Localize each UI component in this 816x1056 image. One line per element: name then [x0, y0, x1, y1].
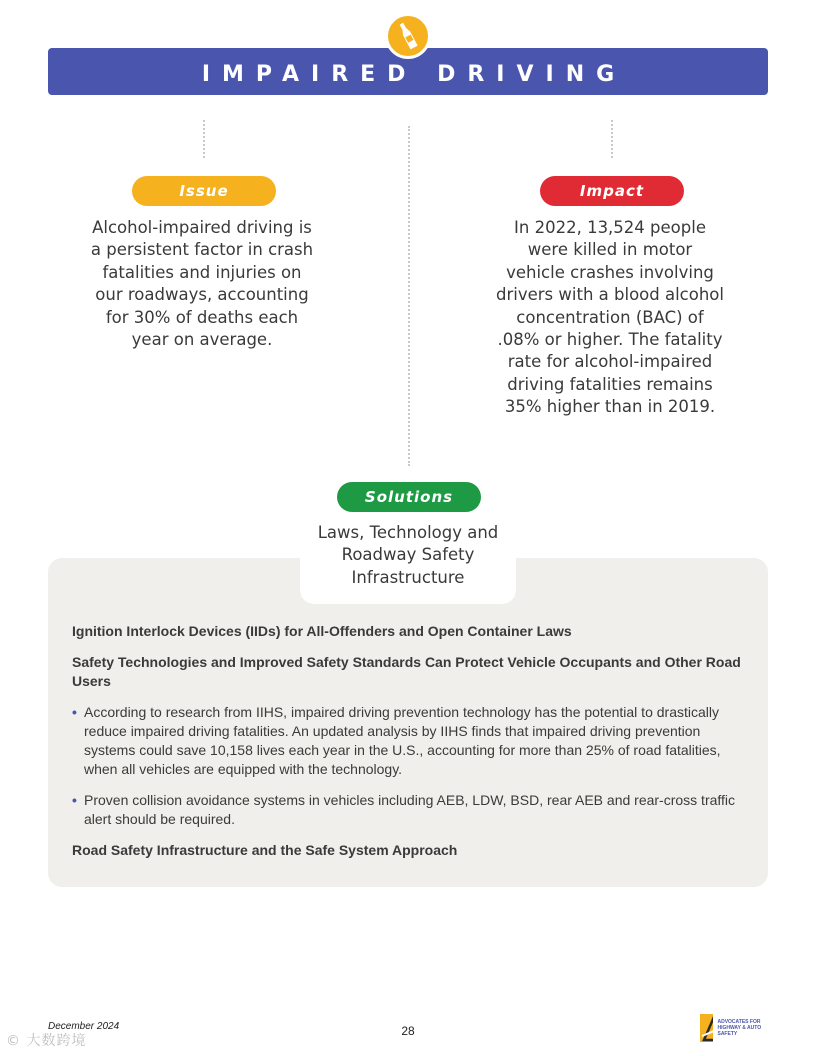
impact-connector: [611, 120, 613, 158]
solutions-content: [72, 622, 744, 860]
solutions-bullet-list: [72, 703, 744, 829]
advocates-logo: [700, 1013, 770, 1043]
solutions-heading-technology: Safety Technologies and Improved Safety Standards Can Protect Vehicle Occupants and Other Road Users: [72, 654, 741, 689]
solutions-summary: Laws, Technology and Roadway Safety Infrastructure: [317, 523, 499, 587]
watermark: © 大数跨境: [6, 1033, 87, 1049]
logo-text: ADVOCATES FOR HIGHWAY & AUTO SAFETY: [717, 1019, 762, 1037]
solutions-heading-infrastructure: Road Safety Infrastructure and the Safe System Approach: [72, 842, 458, 858]
issue-text: Alcohol-impaired driving is a persistent factor in crash fatalities and injuries on our roadways, accounting for 30% of deaths each year on average.: [90, 218, 314, 350]
list-item: [72, 791, 744, 829]
bottle-icon: [385, 13, 431, 59]
solutions-badge: Solutions: [337, 482, 481, 512]
list-item: [72, 703, 744, 779]
solutions-heading-iid: Ignition Interlock Devices (IIDs) for All-Offenders and Open Container Laws: [72, 623, 572, 639]
center-connector: [408, 126, 410, 466]
page-title: IMPAIRED DRIVING: [201, 62, 627, 87]
advocates-logo-icon: [700, 1014, 713, 1042]
impact-badge: Impact: [540, 176, 684, 206]
bullet-icon: •: [72, 704, 77, 720]
issue-badge: Issue: [132, 176, 276, 206]
page-number: 28: [401, 1024, 415, 1038]
bullet-text: According to research from IIHS, impaired driving prevention technology has the potential to drastically reduce impaired driving fatalities. An updated analysis by IIHS finds that impaired driving prevention systems could save 10,158 lives each year in the U.S., accounting for more than 25% of road fatalities, when all vehicles are equipped with the technology.: [84, 704, 721, 777]
footer-date: December 2024: [48, 1021, 120, 1032]
issue-connector: [203, 120, 205, 158]
bullet-icon: •: [72, 792, 77, 808]
bullet-text: Proven collision avoidance systems in vehicles including AEB, LDW, BSD, rear AEB and rear-cross traffic alert should be required.: [84, 792, 736, 827]
impact-text: In 2022, 13,524 people were killed in motor vehicle crashes involving drivers with a blood alcohol concentration (BAC) of .08% or higher. The fatality rate for alcohol-impaired driving fatalities remains 35% higher than in 2019.: [496, 218, 724, 417]
